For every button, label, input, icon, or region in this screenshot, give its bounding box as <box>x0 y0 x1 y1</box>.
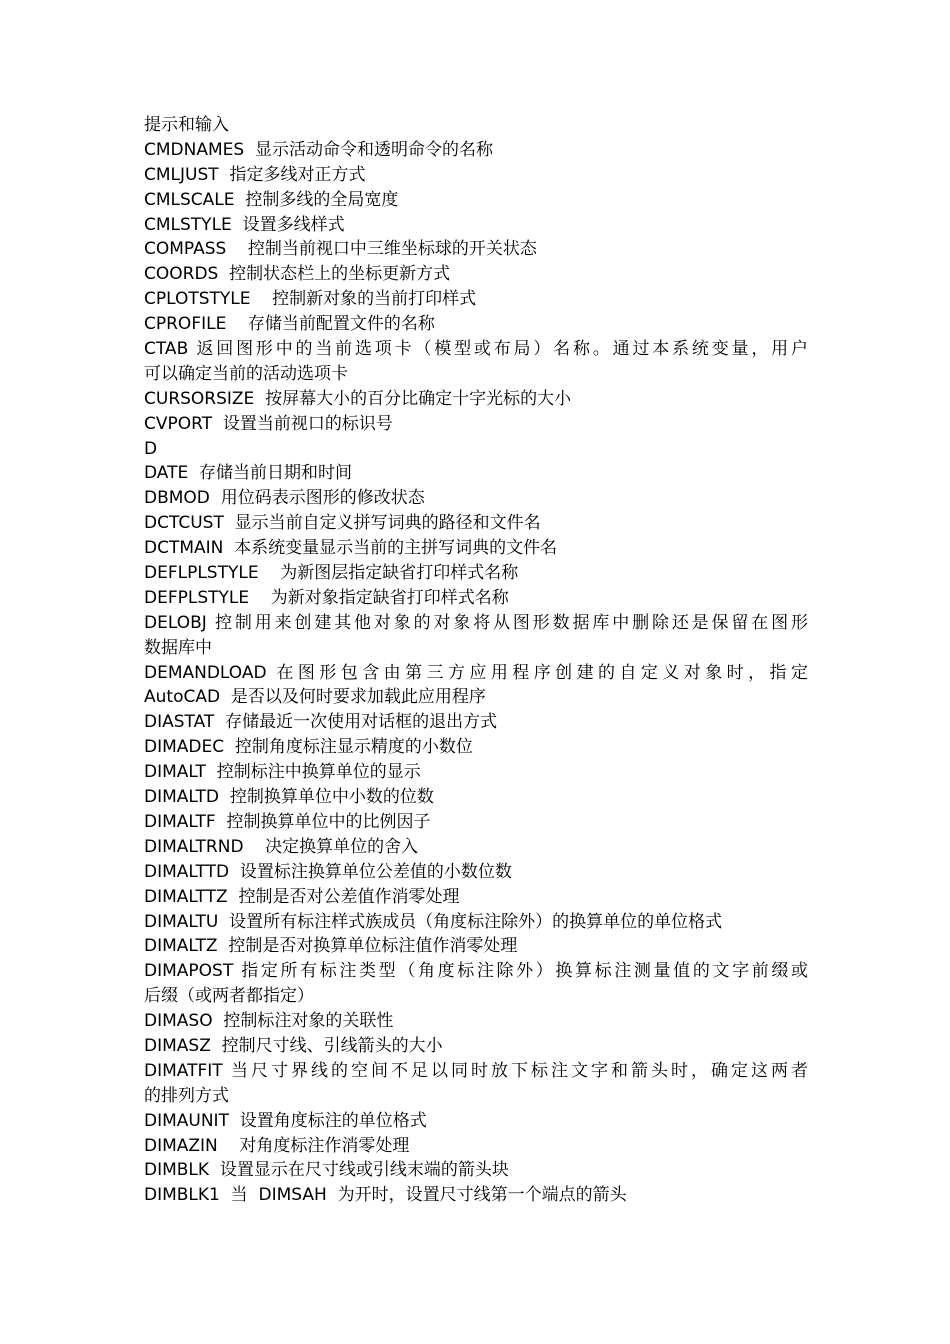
text-line-defplstyle: DEFPLSTYLE 为新对象指定缺省打印样式名称 <box>144 587 509 608</box>
text-line-cmlscale: CMLSCALE 控制多线的全局宽度 <box>144 189 399 210</box>
text-line-dimaltf: DIMALTF 控制换算单位中的比例因子 <box>144 811 431 832</box>
text-line-cplotstyle: CPLOTSTYLE 控制新对象的当前打印样式 <box>144 289 477 310</box>
text-line-dimaltd: DIMALTD 控制换算单位中小数的位数 <box>144 787 434 808</box>
text-line-dimalt: DIMALT 控制标注中换算单位的显示 <box>144 762 421 783</box>
text-line-dimaltz: DIMALTZ 控制是否对换算单位标注值作消零处理 <box>144 936 518 957</box>
text-line-ctab: CTAB 返回图形中的当前选项卡（模型或布局）名称。通过本系统变量，用户 <box>144 339 808 360</box>
text-line-dimadec: DIMADEC 控制角度标注显示精度的小数位 <box>144 737 473 758</box>
text-line-cmdnames: CMDNAMES 显示活动命令和透明命令的名称 <box>144 139 493 160</box>
text-line-compass: COMPASS 控制当前视口中三维坐标球的开关状态 <box>144 239 537 260</box>
text-line-ctab-cont: 可以确定当前的活动选项卡 <box>144 363 348 384</box>
text-line-dimatfit-cont: 的排列方式 <box>144 1085 229 1106</box>
text-line-dimaltu: DIMALTU 设置所有标注样式族成员（角度标注除外）的换算单位的单位格式 <box>144 911 723 932</box>
text-line-dimaltrnd: DIMALTRND 决定换算单位的舍入 <box>144 836 419 857</box>
text-line-dimasz: DIMASZ 控制尺寸线、引线箭头的大小 <box>144 1035 443 1056</box>
text-line-dimblk1: DIMBLK1 当 DIMSAH 为开时，设置尺寸线第一个端点的箭头 <box>144 1185 627 1206</box>
text-line-cursorsize: CURSORSIZE 按屏幕大小的百分比确定十字光标的大小 <box>144 388 572 409</box>
text-line-cmlstyle: CMLSTYLE 设置多线样式 <box>144 214 345 235</box>
text-line-dimazin: DIMAZIN 对角度标注作消零处理 <box>144 1135 410 1156</box>
text-line-coords: COORDS 控制状态栏上的坐标更新方式 <box>144 264 451 285</box>
text-line-cvport: CVPORT 设置当前视口的标识号 <box>144 413 393 434</box>
text-line-dimapost-cont: 后缀（或两者都指定） <box>144 986 314 1007</box>
text-line-dimapost: DIMAPOST 指定所有标注类型（角度标注除外）换算标注测量值的文字前缀或 <box>144 961 808 982</box>
text-line-delobj: DELOBJ 控制用来创建其他对象的对象将从图形数据库中删除还是保留在图形 <box>144 612 808 633</box>
text-line-demandload: DEMANDLOAD 在图形包含由第三方应用程序创建的自定义对象时，指定 <box>144 662 808 683</box>
text-line-dctmain: DCTMAIN 本系统变量显示当前的主拼写词典的文件名 <box>144 538 558 559</box>
text-line-dbmod: DBMOD 用位码表示图形的修改状态 <box>144 488 425 509</box>
text-line-dimalttz: DIMALTTZ 控制是否对公差值作消零处理 <box>144 886 460 907</box>
text-line-delobj-cont: 数据库中 <box>144 637 212 658</box>
text-line-deflplstyle: DEFLPLSTYLE 为新图层指定缺省打印样式名称 <box>144 563 519 584</box>
text-line-dimaunit: DIMAUNIT 设置角度标注的单位格式 <box>144 1110 427 1131</box>
text-line-dimaso: DIMASO 控制标注对象的关联性 <box>144 1011 394 1032</box>
text-line-section-d: D <box>144 438 158 459</box>
text-line-dimalttd: DIMALTTD 设置标注换算单位公差值的小数位数 <box>144 861 512 882</box>
text-line-heading: 提示和输入 <box>144 115 229 135</box>
text-line-date: DATE 存储当前日期和时间 <box>144 463 353 484</box>
document-body <box>144 113 808 1208</box>
text-line-demandload-cont: AutoCAD 是否以及何时要求加载此应用程序 <box>144 687 486 708</box>
text-line-dimatfit: DIMATFIT 当尺寸界线的空间不足以同时放下标注文字和箭头时，确定这两者 <box>144 1060 808 1081</box>
text-line-dctcust: DCTCUST 显示当前自定义拼写词典的路径和文件名 <box>144 513 541 534</box>
text-line-diastat: DIASTAT 存储最近一次使用对话框的退出方式 <box>144 712 498 733</box>
text-line-dimblk: DIMBLK 设置显示在尺寸线或引线末端的箭头块 <box>144 1160 509 1181</box>
text-line-cprofile: CPROFILE 存储当前配置文件的名称 <box>144 314 435 335</box>
text-line-cmljust: CMLJUST 指定多线对正方式 <box>144 164 366 185</box>
